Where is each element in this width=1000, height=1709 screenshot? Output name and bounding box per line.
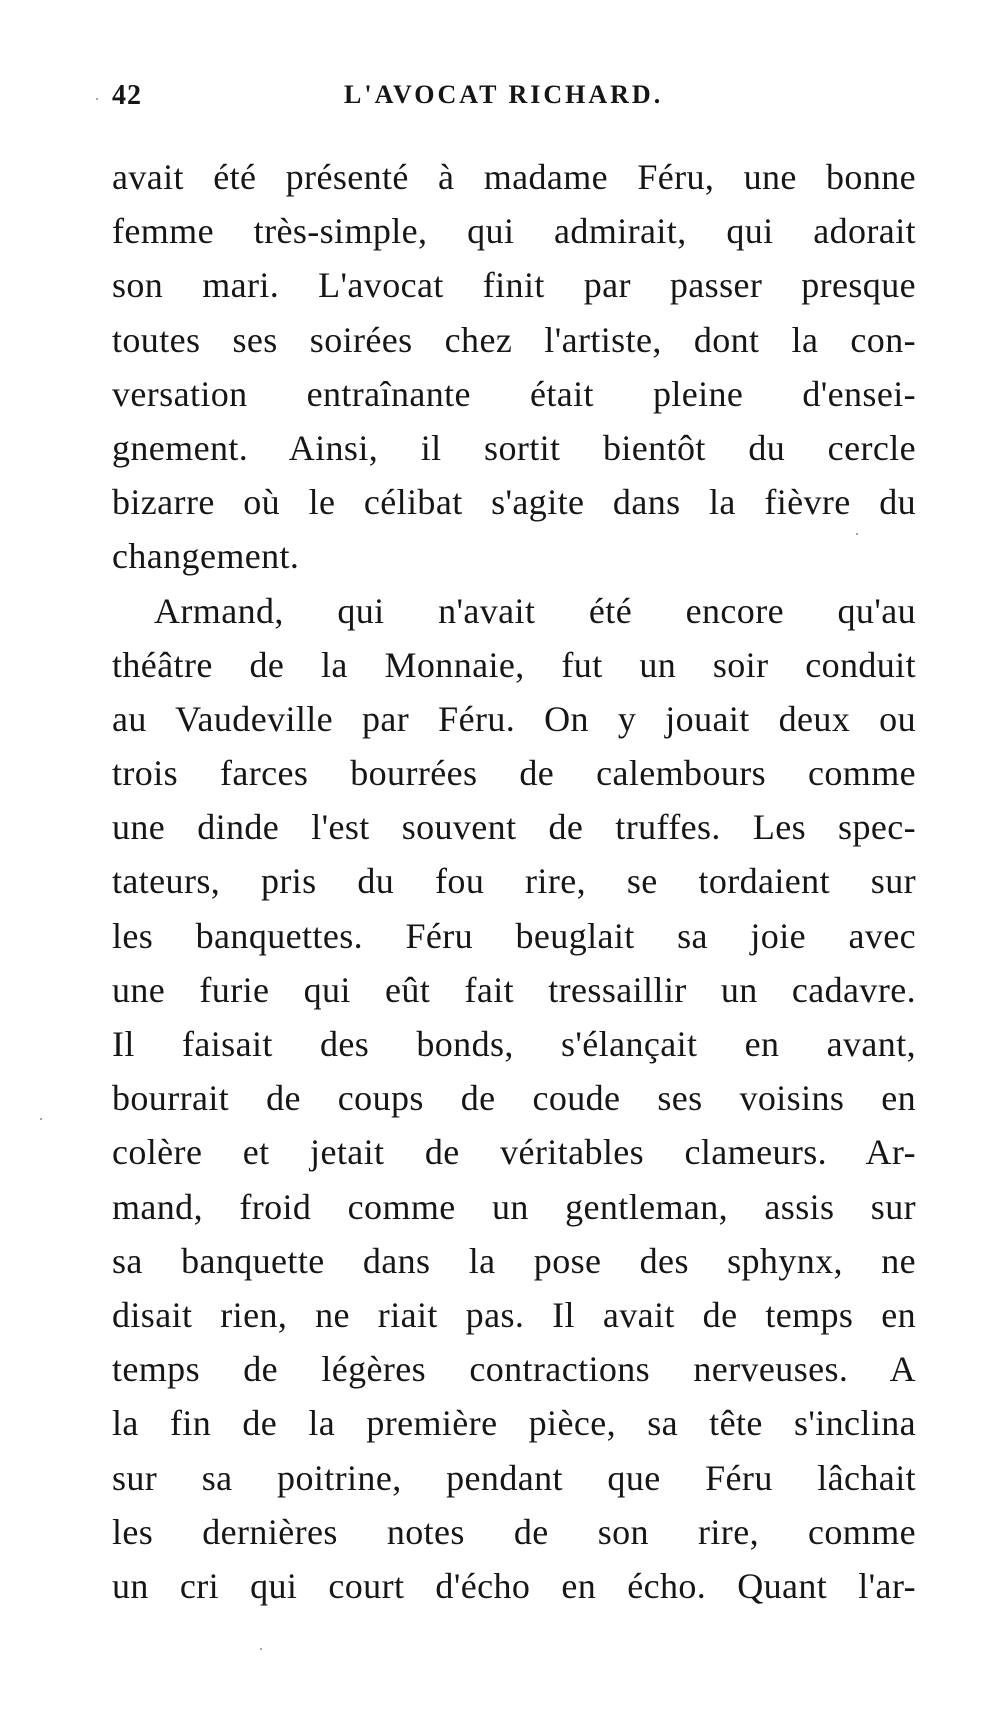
scan-speck — [260, 1648, 262, 1650]
text-line: trois farces bourrées de calembours comme — [112, 753, 916, 794]
scan-speck — [856, 533, 858, 535]
text-line: mand, froid comme un gentleman, assis sur — [112, 1186, 916, 1227]
text-line: théâtre de la Monnaie, fut un soir conduit — [112, 644, 916, 685]
running-head — [112, 80, 902, 120]
text-line: disait rien, ne riait pas. Il avait de temps en — [112, 1294, 916, 1335]
text-line: tateurs, pris du fou rire, se tordaient sur — [112, 861, 916, 902]
scan-speck — [96, 98, 98, 100]
page-number: 42 — [112, 80, 142, 111]
text-line: la fin de la première pièce, sa tête s'inclina — [112, 1403, 916, 1444]
text-line: au Vaudeville par Féru. On y jouait deux ou — [112, 698, 916, 739]
text-line: gnement. Ainsi, il sortit bientôt du cercle — [112, 427, 916, 468]
text-line: bizarre où le célibat s'agite dans la fièvre du — [112, 482, 916, 523]
body-text — [112, 150, 916, 1613]
text-line: une dinde l'est souvent de truffes. Les spec- — [112, 807, 916, 848]
text-line: changement. — [112, 536, 300, 577]
text-line: avait été présenté à madame Féru, une bonne — [112, 157, 916, 197]
text-line: son mari. L'avocat finit par passer presque — [112, 265, 916, 306]
text-line: toutes ses soirées chez l'artiste, dont la con- — [112, 319, 916, 360]
scan-speck — [40, 1118, 42, 1120]
text-line: une furie qui eût fait tressaillir un cadavre. — [112, 969, 916, 1010]
text-line: sa banquette dans la pose des sphynx, ne — [112, 1240, 916, 1281]
text-line: versation entraînante était pleine d'ensei- — [112, 373, 916, 414]
text-line: femme très-simple, qui admirait, qui adorait — [112, 211, 916, 252]
text-line: sur sa poitrine, pendant que Féru lâchait — [112, 1457, 916, 1498]
text-line: un cri qui court d'écho en écho. Quant l'ar- — [112, 1565, 916, 1606]
running-title: L'AVOCAT RICHARD. — [344, 80, 664, 109]
text-line: bourrait de coups de coude ses voisins en — [112, 1078, 916, 1119]
text-line: les banquettes. Féru beuglait sa joie avec — [112, 915, 916, 956]
text-line: colère et jetait de véritables clameurs. Ar- — [112, 1132, 916, 1173]
text-line: les dernières notes de son rire, comme — [112, 1511, 916, 1552]
text-line: temps de légères contractions nerveuses. A — [112, 1349, 916, 1390]
text-line: Il faisait des bonds, s'élançait en avant, — [112, 1024, 916, 1064]
text-line: Armand, qui n'avait été encore qu'au — [154, 590, 916, 631]
